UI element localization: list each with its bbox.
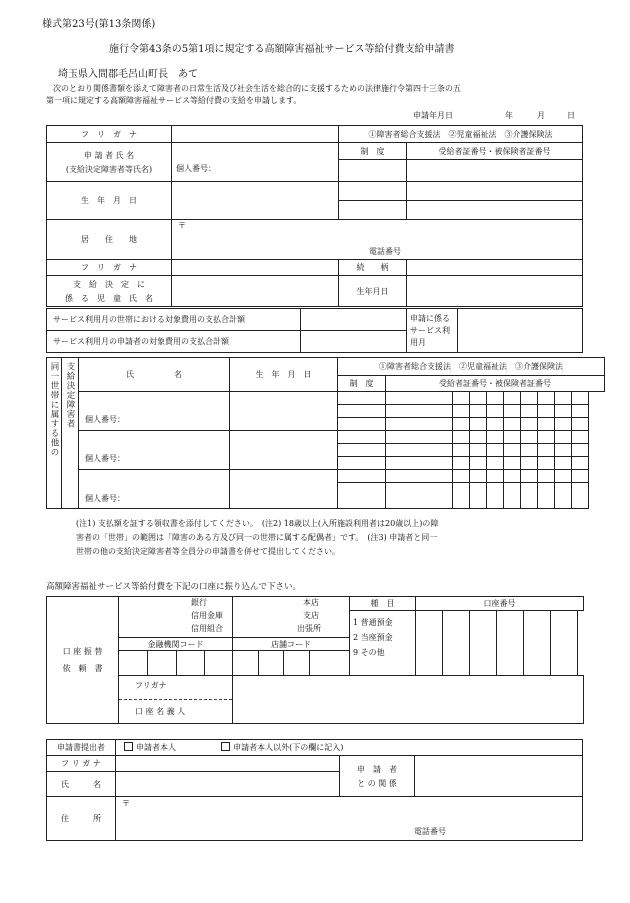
m1-c[interactable] (521, 392, 538, 405)
system-header: 制 度 (339, 143, 407, 160)
m1-c[interactable] (504, 418, 521, 431)
member-cert-header: 受給者証番号・被保険者証番号 (386, 376, 605, 392)
m3-c[interactable] (538, 470, 555, 483)
m1-c[interactable] (386, 405, 453, 418)
m1-c[interactable] (453, 392, 470, 405)
self-label: 申請者本人 (136, 743, 176, 752)
note-line-2: 害者の「世帯」の範囲は「障害のある方及び同一の世帯に属する配偶者」です。 (注3) 申請者と同一 (76, 533, 438, 542)
m3-c[interactable] (453, 470, 470, 483)
m2-c[interactable] (538, 444, 555, 457)
date-day: 日 (567, 111, 575, 120)
member-2-personal-no: 個人番号： (85, 454, 125, 463)
totals-table (46, 308, 583, 353)
child-dob-label: 生年月日 (339, 276, 407, 307)
relation-line-2: と の 関 係 (357, 778, 397, 788)
m1-c[interactable] (555, 392, 572, 405)
m3-c[interactable] (470, 470, 487, 483)
m2-c[interactable] (470, 444, 487, 457)
m3-c[interactable] (572, 483, 589, 509)
m2-c[interactable] (572, 457, 589, 470)
system-cell-3[interactable] (339, 201, 407, 220)
submitter-table (46, 739, 583, 841)
m1-c[interactable] (521, 405, 538, 418)
m2-c[interactable] (555, 431, 572, 444)
m1-c[interactable] (521, 418, 538, 431)
m1-c[interactable] (386, 418, 453, 431)
note-line-3: 世帯の他の支給決定障害者等全員分の申請書を併せて提出してください。 (76, 547, 340, 556)
submitter-label: 申請書提出者 (47, 740, 116, 756)
furigana-field[interactable] (172, 126, 339, 143)
m2-c[interactable] (487, 444, 504, 457)
address-field[interactable] (172, 220, 583, 260)
m2-c[interactable] (453, 431, 470, 444)
m3-sys-a[interactable] (338, 470, 386, 483)
m1-c[interactable] (386, 392, 453, 405)
service-month-label: 申請に係るサービス利用月 (407, 309, 458, 353)
account-type-2: 2 当座預金 (353, 633, 393, 642)
child-furigana-field[interactable] (172, 260, 339, 276)
m1-c[interactable] (538, 405, 555, 418)
intro-line-1: 次のとおり関係書類を添えて障害者の日常生活及び社会生活を総合的に支援するための法律施行令第四十三条の五 (53, 84, 461, 93)
self-checkbox[interactable] (124, 742, 133, 751)
relation-field[interactable] (415, 756, 583, 797)
m2-c[interactable] (572, 431, 589, 444)
intro-line-2: 第一項に規定する高額障害福祉サービス等給付費の支給を申請します。 (46, 96, 302, 105)
m1-c[interactable] (572, 392, 589, 405)
m2-c[interactable] (504, 457, 521, 470)
holder-name-field[interactable] (233, 676, 584, 724)
child-dob-field[interactable] (407, 276, 583, 307)
m2-c[interactable] (487, 457, 504, 470)
submitter-phone-label: 電話番号 (414, 827, 446, 836)
cert-cell-3[interactable] (407, 201, 583, 220)
m1-c[interactable] (555, 405, 572, 418)
branch-code-digit[interactable] (259, 651, 284, 676)
phone-label: 電話番号 (369, 247, 401, 256)
member-law-options: ①障害者総合支援法 ②児童福祉法 ③介護保険法 (338, 358, 605, 376)
account-digit[interactable] (524, 611, 551, 676)
cert-cell-1[interactable] (407, 160, 583, 182)
child-furigana-label: フ リ ガ ナ (47, 260, 172, 276)
m1-sys-c[interactable] (338, 418, 386, 431)
addressee: 埼玉県入間郡毛呂山町長 あて (58, 69, 198, 80)
m2-c[interactable] (555, 457, 572, 470)
member-3-personal-no: 個人番号： (85, 494, 125, 503)
branch-code-blank[interactable] (310, 651, 350, 676)
dob-field[interactable] (172, 182, 339, 220)
account-digit[interactable] (551, 611, 578, 676)
m1-c[interactable] (555, 418, 572, 431)
account-digit[interactable] (578, 611, 584, 676)
note-line-1: (注1) 支払額を証する領収書を添付してください。 (注2) 18歳以上(入所施設利用者は20歳以上)の障 (76, 519, 439, 528)
household-total-label: サービス利用月の世帯における対象費用の支払合計額 (47, 309, 301, 331)
date-month: 月 (537, 111, 545, 120)
m3-c[interactable] (487, 470, 504, 483)
account-digit[interactable] (416, 611, 443, 676)
m2-c[interactable] (521, 457, 538, 470)
m1-c[interactable] (470, 418, 487, 431)
bank-code-label: 金融機関コード (119, 638, 233, 651)
m3-c[interactable] (453, 483, 470, 509)
submitter-furigana-label: フ リ ガ ナ (47, 756, 116, 772)
m3-c[interactable] (521, 470, 538, 483)
account-digit[interactable] (470, 611, 497, 676)
submitter-postal-mark: 〒 (122, 799, 130, 808)
m2-c[interactable] (521, 444, 538, 457)
m3-c[interactable] (572, 470, 589, 483)
dob-label: 生 年 月 日 (47, 182, 172, 220)
household-table (46, 357, 605, 509)
member-1-name[interactable] (79, 392, 230, 431)
m1-sys-b[interactable] (338, 405, 386, 418)
m2-c[interactable] (487, 431, 504, 444)
relation-label: 続 柄 (339, 260, 407, 276)
service-month-field[interactable] (458, 309, 583, 353)
holder-name-label: 口 座 名 義 人 (135, 707, 186, 716)
address-label: 居 住 地 (47, 220, 172, 260)
applicant-name-sub: (支給決定障害者等氏名) (65, 164, 153, 174)
branch-code-digit[interactable] (233, 651, 259, 676)
m1-c[interactable] (487, 405, 504, 418)
m3-sys-b[interactable] (338, 483, 386, 509)
m2-c[interactable] (572, 444, 589, 457)
m1-c[interactable] (470, 392, 487, 405)
bank-table (46, 596, 584, 724)
submitter-furigana-field[interactable] (116, 756, 340, 772)
m1-c[interactable] (538, 392, 555, 405)
applicant-name-label (47, 143, 172, 182)
cert-number-header: 受給者証番号・被保険者証番号 (407, 143, 583, 160)
m1-c[interactable] (538, 418, 555, 431)
m1-c[interactable] (504, 392, 521, 405)
form-title: 施行令第43条の5第1項に規定する高額障害福祉サービス等給付費支給申請書 (109, 44, 455, 55)
applicant-total-label: サービス利用月の申請者の対象費用の支払合計額 (47, 331, 301, 353)
bank-type-1: 銀行 (191, 598, 207, 607)
m3-c[interactable] (538, 483, 555, 509)
account-digit[interactable] (443, 611, 470, 676)
system-cell-2[interactable] (339, 182, 407, 201)
bank-type-3: 信用組合 (191, 624, 223, 633)
relation-field[interactable] (407, 260, 583, 276)
submitter-address-field[interactable] (116, 797, 583, 841)
member-system-header: 制 度 (338, 376, 386, 392)
branch-type-2: 支店 (303, 611, 319, 620)
branch-type-1: 本店 (303, 598, 319, 607)
law-options: ①障害者総合支援法 ②児童福祉法 ③介護保険法 (339, 126, 583, 143)
m2-c[interactable] (538, 431, 555, 444)
child-name-field[interactable] (172, 276, 339, 307)
m2-c[interactable] (538, 457, 555, 470)
m3-c[interactable] (386, 470, 453, 483)
applicant-name-field[interactable] (172, 143, 339, 182)
form-number: 様式第23号(第13条関係) (42, 19, 156, 30)
applicant-table (46, 125, 583, 307)
m2-c[interactable] (521, 431, 538, 444)
m3-c[interactable] (504, 483, 521, 509)
bank-code-digit[interactable] (205, 651, 233, 676)
child-name-label (47, 276, 172, 307)
m1-c[interactable] (572, 418, 589, 431)
m1-c[interactable] (453, 418, 470, 431)
m3-c[interactable] (470, 483, 487, 509)
m2-sys-c[interactable] (338, 457, 386, 470)
member-2-dob[interactable] (230, 431, 338, 470)
account-type-3: 9 その他 (353, 648, 385, 657)
member-1-personal-no: 個人番号： (85, 415, 125, 424)
branch-code-label: 店舗コード (233, 638, 350, 651)
holder-furigana-label: フリガナ (135, 681, 167, 690)
account-number-header: 口座番号 (416, 597, 584, 611)
branch-name-field[interactable] (233, 597, 350, 638)
bank-intro: 高額障害福祉サービス等給付費を下記の口座に振り込んで下さい。 (46, 582, 302, 592)
account-digit[interactable] (497, 611, 524, 676)
personal-number-label: 個人番号： (176, 164, 216, 173)
bank-code-digit[interactable] (119, 651, 148, 676)
household-side-label-2 (62, 358, 79, 509)
bank-code-digit[interactable] (148, 651, 177, 676)
m1-c[interactable] (487, 392, 504, 405)
holder-label-cell (119, 676, 233, 724)
account-type-options[interactable] (350, 611, 416, 676)
member-3-name[interactable] (79, 470, 230, 509)
bank-type-2: 信用金庫 (191, 611, 223, 620)
m2-c[interactable] (504, 444, 521, 457)
bank-name-field[interactable] (119, 597, 233, 638)
m2-c[interactable] (470, 431, 487, 444)
m3-c[interactable] (487, 483, 504, 509)
date-year: 年 (505, 111, 513, 120)
household-side-text: 同一世帯に属する他の (49, 362, 59, 457)
m3-c[interactable] (555, 483, 572, 509)
account-type-1: 1 普通預金 (353, 618, 393, 627)
m2-c[interactable] (555, 444, 572, 457)
system-cell-1[interactable] (339, 160, 407, 182)
other-checkbox[interactable] (221, 742, 230, 751)
postal-mark: 〒 (178, 221, 186, 230)
m2-c[interactable] (386, 431, 453, 444)
m2-c[interactable] (470, 457, 487, 470)
m2-c[interactable] (386, 457, 453, 470)
m2-sys-a[interactable] (338, 431, 386, 444)
m2-c[interactable] (386, 444, 453, 457)
bank-code-digit[interactable] (177, 651, 205, 676)
other-label: 申請者本人以外(下の欄に記入) (233, 743, 344, 752)
branch-code-digit[interactable] (284, 651, 310, 676)
child-name-line-2: 係 る 児 童 氏 名 (65, 293, 153, 303)
m3-c[interactable] (521, 483, 538, 509)
m2-c[interactable] (453, 444, 470, 457)
m3-c[interactable] (504, 470, 521, 483)
member-1-dob[interactable] (230, 392, 338, 431)
relation-line-1: 申 請 者 (357, 764, 397, 774)
furigana-label: フ リ ガ ナ (47, 126, 172, 143)
submitter-options (116, 740, 583, 756)
member-name-header: 氏 名 (79, 358, 230, 392)
bank-transfer-label-2: 依 頼 書 (62, 664, 103, 673)
member-dob-header: 生 年 月 日 (230, 358, 338, 392)
member-2-name[interactable] (79, 431, 230, 470)
relation-label (340, 756, 415, 797)
m3-c[interactable] (386, 483, 453, 509)
household-total-field[interactable] (301, 309, 407, 331)
member-3-dob[interactable] (230, 470, 338, 509)
m1-c[interactable] (487, 418, 504, 431)
bank-transfer-label-1: 口 座 振 替 (62, 647, 103, 656)
m1-c[interactable] (453, 405, 470, 418)
m2-c[interactable] (453, 457, 470, 470)
m1-c[interactable] (572, 405, 589, 418)
cert-cell-2[interactable] (407, 182, 583, 201)
applicant-name-title: 申 請 者 氏 名 (83, 150, 135, 160)
submitter-name-label: 氏 名 (47, 772, 116, 797)
applicant-total-field[interactable] (301, 331, 407, 353)
household-side-text-2: 支給決定障害者 (65, 362, 75, 429)
m2-c[interactable] (504, 431, 521, 444)
date-label: 申請年月日 (413, 111, 453, 120)
household-side-label (47, 358, 62, 509)
m2-sys-b[interactable] (338, 444, 386, 457)
m1-c[interactable] (504, 405, 521, 418)
submitter-name-field[interactable] (116, 772, 340, 797)
child-name-line-1: 支 給 決 定 に (73, 279, 145, 289)
submitter-address-label: 住 所 (47, 797, 116, 841)
m1-c[interactable] (470, 405, 487, 418)
m1-sys-a[interactable] (338, 392, 386, 405)
holder-divider (119, 699, 233, 700)
account-type-header: 種 目 (350, 597, 416, 611)
bank-transfer-label (47, 597, 119, 724)
m3-c[interactable] (555, 470, 572, 483)
branch-type-3: 出張所 (297, 624, 321, 633)
